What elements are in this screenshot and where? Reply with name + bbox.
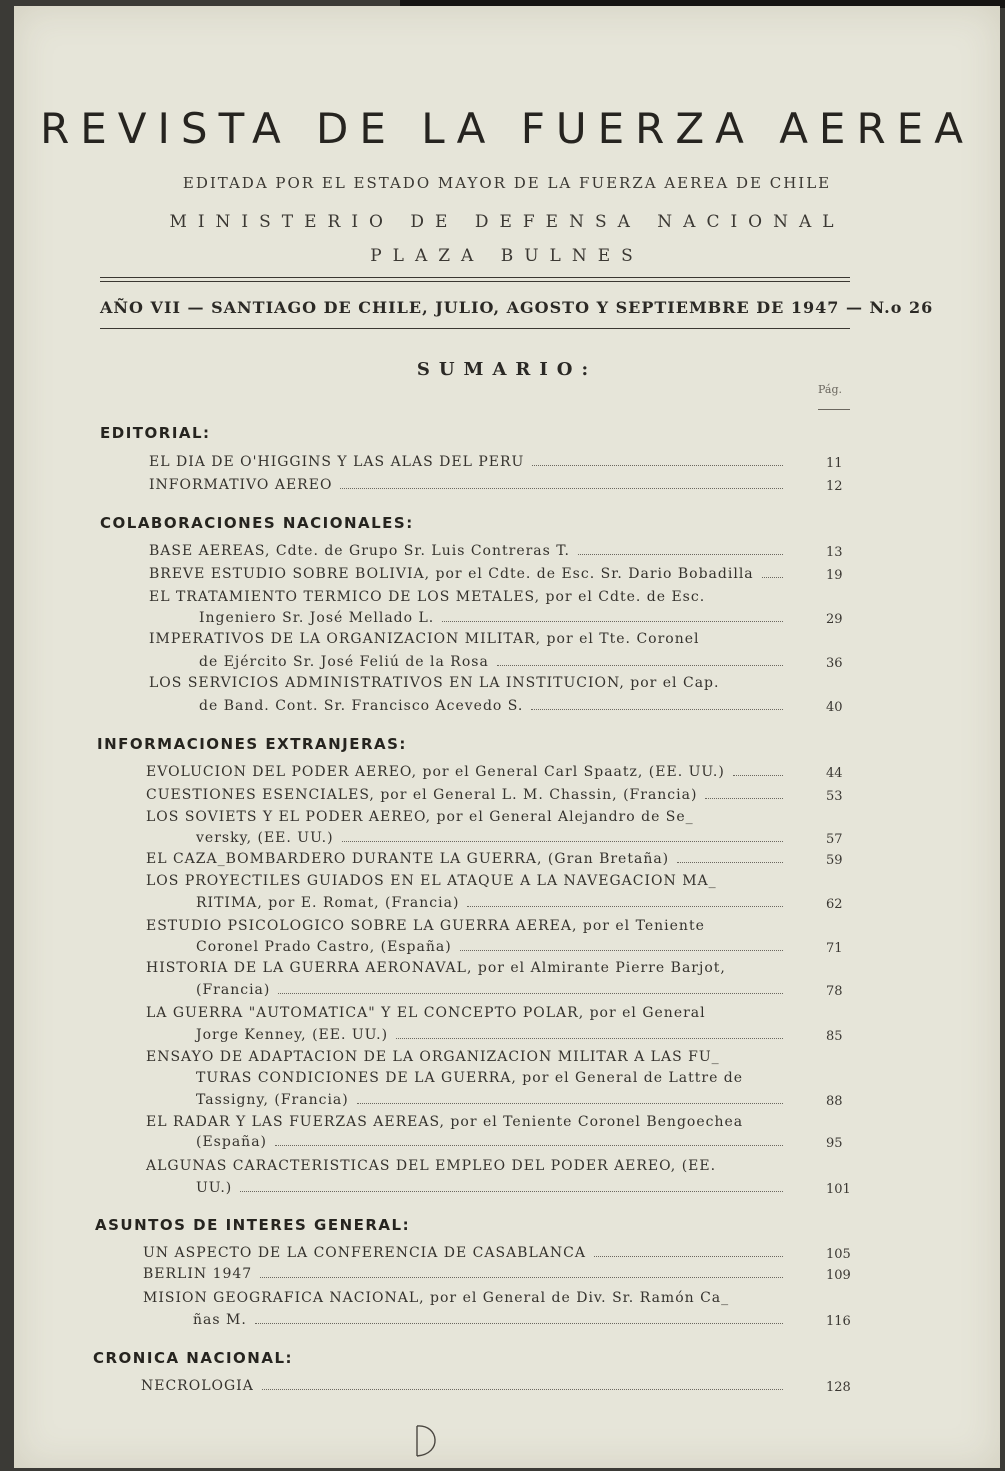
dot-leader	[262, 1388, 783, 1390]
journal-title: REVISTA DE LA FUERZA AEREA	[40, 104, 974, 153]
toc-entry-line	[143, 1290, 797, 1306]
toc-entry-text: BREVE ESTUDIO SOBRE BOLIVIA, por el Cdte. de Esc. Sr. Dario Bobadilla	[149, 566, 754, 582]
issue-line: AÑO VII — SANTIAGO DE CHILE, JULIO, AGOSTO Y SEPTIEMBRE DE 1947 — N.o 26	[100, 298, 934, 317]
toc-entry-text: EL TRATAMIENTO TERMICO DE LOS METALES, por el Cdte. de Esc.	[149, 589, 706, 605]
summary-heading: SUMARIO:	[416, 359, 598, 380]
toc-page-number: 57	[826, 832, 843, 847]
toc-page-number: 12	[826, 479, 843, 494]
dot-leader	[275, 1144, 783, 1146]
toc-entry-text: Tassigny, (Francia)	[196, 1092, 349, 1108]
toc-page-number: 53	[826, 789, 843, 804]
page-column-header: Pág.	[818, 383, 843, 396]
toc-entry-line	[146, 851, 797, 867]
toc-entry-text: UN ASPECTO DE LA CONFERENCIA DE CASABLANCA	[143, 1245, 586, 1261]
dot-leader	[340, 487, 783, 489]
toc-page-number: 101	[826, 1182, 851, 1197]
dot-leader	[705, 797, 783, 799]
toc-entry-text: EL DIA DE O'HIGGINS Y LAS ALAS DEL PERU	[149, 454, 525, 470]
toc-entry-text: BASE AEREAS, Cdte. de Grupo Sr. Luis Contreras T.	[149, 543, 571, 559]
toc-entry-text: ESTUDIO PSICOLOGICO SOBRE LA GUERRA AEREA, por el Teniente	[146, 918, 705, 934]
toc-entry-line	[149, 454, 797, 470]
handwritten-d-mark-icon	[409, 1420, 443, 1460]
toc-entry-text: ñas M.	[193, 1312, 247, 1328]
dot-leader	[467, 905, 783, 907]
toc-entry-line	[143, 1245, 797, 1261]
toc-entry-text: EL RADAR Y LAS FUERZAS AEREAS, por el Teniente Coronel Bengoechea	[146, 1114, 744, 1130]
toc-entry-text: INFORMATIVO AEREO	[149, 477, 333, 493]
toc-entry-line	[141, 1378, 797, 1394]
toc-entry-line	[149, 477, 797, 493]
dot-leader	[278, 992, 783, 994]
toc-entry-text: EVOLUCION DEL PODER AEREO, por el General Carl Spaatz, (EE. UU.)	[146, 764, 725, 780]
toc-page-number: 62	[826, 897, 843, 912]
section-heading: ASUNTOS DE INTERES GENERAL:	[95, 1216, 411, 1234]
toc-entry-text: NECROLOGIA	[141, 1378, 254, 1394]
dot-leader	[733, 774, 783, 776]
toc-entry-line	[196, 895, 797, 911]
document-page	[14, 6, 1000, 1468]
toc-entry-text: HISTORIA DE LA GUERRA AERONAVAL, por el Almirante Pierre Barjot,	[146, 960, 726, 976]
toc-entry-line	[196, 830, 797, 846]
toc-page-number: 78	[826, 984, 843, 999]
dot-leader	[531, 708, 783, 710]
toc-entry-line	[196, 1134, 797, 1150]
toc-entry-line	[143, 1266, 797, 1282]
toc-entry-text: LOS PROYECTILES GUIADOS EN EL ATAQUE A LA NAVEGACION MA_	[146, 873, 717, 889]
toc-entry-text: RITIMA, por E. Romat, (Francia)	[196, 895, 460, 911]
toc-entry-text: Ingeniero Sr. José Mellado L.	[199, 610, 435, 626]
toc-entry-line	[199, 698, 797, 714]
toc-entry-line	[196, 1092, 797, 1108]
toc-entry-line	[146, 873, 797, 889]
toc-entry-text: IMPERATIVOS DE LA ORGANIZACION MILITAR, por el Tte. Coronel	[149, 631, 700, 647]
toc-page-number: 85	[826, 1029, 843, 1044]
toc-entry-line	[146, 1049, 797, 1065]
toc-entry-text: MISION GEOGRAFICA NACIONAL, por el General de Div. Sr. Ramón Ca_	[143, 1290, 730, 1306]
toc-entry-line	[149, 631, 797, 647]
header-rule-top-double	[100, 281, 850, 282]
toc-entry-text: (Francia)	[196, 982, 271, 998]
dot-leader	[442, 620, 783, 622]
toc-page-number: 71	[826, 941, 843, 956]
toc-entry-line	[146, 1005, 797, 1021]
section-heading: CRONICA NACIONAL:	[93, 1349, 294, 1367]
toc-entry-line	[149, 589, 797, 605]
editor-line: EDITADA POR EL ESTADO MAYOR DE LA FUERZA AEREA DE CHILE	[182, 174, 832, 192]
toc-entry-text: BERLIN 1947	[143, 1266, 253, 1282]
dot-leader	[240, 1190, 783, 1192]
toc-entry-line	[146, 809, 797, 825]
toc-page-number: 105	[826, 1247, 851, 1262]
toc-entry-line	[196, 1027, 797, 1043]
toc-page-number: 29	[826, 612, 843, 627]
toc-page-number: 59	[826, 853, 843, 868]
toc-page-number: 40	[826, 700, 843, 715]
toc-entry-text: (España)	[196, 1134, 267, 1150]
dot-leader	[255, 1322, 783, 1324]
toc-entry-text: Coronel Prado Castro, (España)	[196, 939, 452, 955]
dot-leader	[594, 1255, 783, 1257]
dot-leader	[396, 1037, 783, 1039]
section-heading: COLABORACIONES NACIONALES:	[100, 514, 414, 532]
dot-leader	[677, 861, 783, 863]
toc-page-number: 44	[826, 766, 843, 781]
toc-entry-text: TURAS CONDICIONES DE LA GUERRA, por el General de Lattre de	[196, 1070, 744, 1086]
section-heading: EDITORIAL:	[100, 424, 211, 442]
toc-entry-text: UU.)	[196, 1180, 233, 1196]
ministry-line: MINISTERIO DE DEFENSA NACIONAL	[169, 212, 845, 232]
toc-entry-line	[196, 982, 797, 998]
toc-entry-text: CUESTIONES ESENCIALES, por el General L. M. Chassin, (Francia)	[146, 787, 698, 803]
dot-leader	[342, 840, 783, 842]
toc-entry-text: de Band. Cont. Sr. Francisco Acevedo S.	[199, 698, 524, 714]
toc-page-number: 116	[826, 1314, 851, 1329]
dot-leader	[762, 576, 783, 578]
address-line: PLAZA BULNES	[370, 246, 644, 266]
toc-page-number: 13	[826, 545, 843, 560]
toc-entry-text: de Ejército Sr. José Feliú de la Rosa	[199, 654, 489, 670]
toc-entry-line	[149, 675, 797, 691]
toc-entry-line	[149, 566, 797, 582]
header-rule-bottom	[100, 328, 850, 329]
toc-entry-line	[149, 543, 797, 559]
section-heading: INFORMACIONES EXTRANJERAS:	[97, 735, 407, 753]
toc-page-number: 88	[826, 1094, 843, 1109]
dot-leader	[460, 949, 783, 951]
toc-entry-line	[146, 918, 797, 934]
toc-entry-line	[146, 764, 797, 780]
toc-entry-text: Jorge Kenney, (EE. UU.)	[196, 1027, 389, 1043]
dot-leader	[578, 553, 783, 555]
toc-entry-text: ENSAYO DE ADAPTACION DE LA ORGANIZACION MILITAR A LAS FU_	[146, 1049, 720, 1065]
dot-leader	[497, 664, 783, 666]
toc-page-number: 19	[826, 568, 843, 583]
toc-entry-line	[196, 1070, 797, 1086]
toc-entry-text: LOS SERVICIOS ADMINISTRATIVOS EN LA INSTITUCION, por el Cap.	[149, 675, 720, 691]
toc-page-number: 128	[826, 1380, 851, 1395]
dot-leader	[532, 464, 783, 466]
page-column-rule	[818, 409, 850, 410]
dot-leader	[260, 1276, 783, 1278]
toc-entry-line	[199, 654, 797, 670]
toc-entry-line	[196, 1180, 797, 1196]
dot-leader	[357, 1102, 783, 1104]
toc-entry-line	[146, 960, 797, 976]
header-rule-top	[100, 277, 850, 278]
toc-page-number: 109	[826, 1268, 851, 1283]
toc-page-number: 11	[826, 456, 843, 471]
toc-entry-line	[193, 1312, 797, 1328]
toc-entry-text: ALGUNAS CARACTERISTICAS DEL EMPLEO DEL PODER AEREO, (EE.	[146, 1158, 717, 1174]
toc-entry-line	[146, 1114, 797, 1130]
toc-entry-text: EL CAZA_BOMBARDERO DURANTE LA GUERRA, (Gran Bretaña)	[146, 851, 670, 867]
toc-entry-line	[199, 610, 797, 626]
toc-entry-line	[146, 1158, 797, 1174]
toc-entry-line	[146, 787, 797, 803]
toc-page-number: 95	[826, 1136, 843, 1151]
toc-entry-line	[196, 939, 797, 955]
toc-entry-text: LA GUERRA "AUTOMATICA" Y EL CONCEPTO POLAR, por el General	[146, 1005, 706, 1021]
toc-page-number: 36	[826, 656, 843, 671]
toc-entry-text: LOS SOVIETS Y EL PODER AEREO, por el General Alejandro de Se_	[146, 809, 694, 825]
toc-entry-text: versky, (EE. UU.)	[196, 830, 334, 846]
